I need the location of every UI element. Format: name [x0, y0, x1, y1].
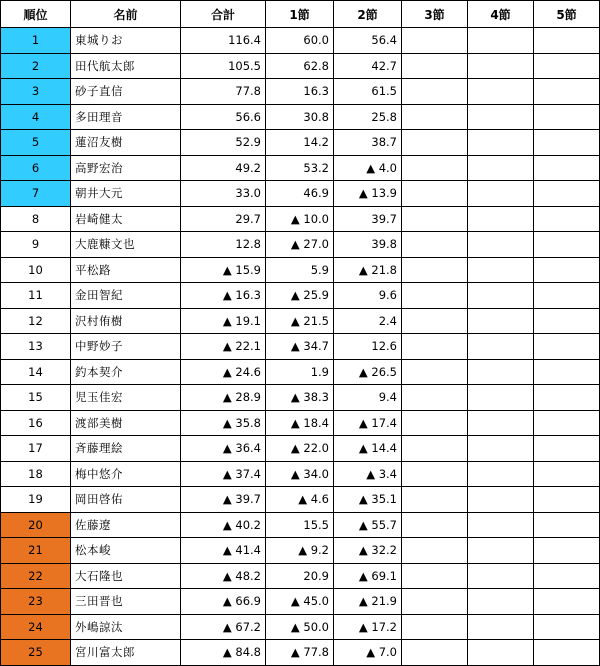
section-3-cell	[402, 53, 468, 79]
player-name-cell: 大石隆也	[71, 563, 181, 589]
total-cell: ▲ 19.1	[181, 308, 266, 334]
table-body	[1, 28, 600, 666]
section-4-cell	[468, 232, 534, 258]
section-3-cell	[402, 334, 468, 360]
player-name-cell: 釣本契介	[71, 359, 181, 385]
player-name-cell: 中野妙子	[71, 334, 181, 360]
rank-cell: 14	[1, 359, 71, 385]
section-5-cell	[534, 232, 600, 258]
section-2-cell: ▲ 21.9	[334, 589, 402, 615]
table-row	[1, 104, 600, 130]
section-5-cell	[534, 79, 600, 105]
player-name-cell: 渡部美樹	[71, 410, 181, 436]
section-5-cell	[534, 28, 600, 54]
section-1-cell: ▲ 77.8	[266, 640, 334, 666]
player-name-cell: 外嶋諒汰	[71, 614, 181, 640]
rank-cell: 6	[1, 155, 71, 181]
player-name-cell: 朝井大元	[71, 181, 181, 207]
rank-cell: 16	[1, 410, 71, 436]
section-2-cell: ▲ 35.1	[334, 487, 402, 513]
section-4-cell	[468, 614, 534, 640]
table-row	[1, 334, 600, 360]
section-1-cell: 14.2	[266, 130, 334, 156]
header-section-2: 2節	[334, 1, 402, 28]
section-4-cell	[468, 563, 534, 589]
total-cell: 33.0	[181, 181, 266, 207]
rank-cell: 20	[1, 512, 71, 538]
total-cell: ▲ 24.6	[181, 359, 266, 385]
header-total: 合計	[181, 1, 266, 28]
table-row	[1, 487, 600, 513]
table-row	[1, 308, 600, 334]
section-4-cell	[468, 461, 534, 487]
section-4-cell	[468, 308, 534, 334]
header-row	[1, 1, 600, 28]
total-cell: ▲ 16.3	[181, 283, 266, 309]
section-1-cell: 60.0	[266, 28, 334, 54]
section-2-cell: ▲ 69.1	[334, 563, 402, 589]
table-row	[1, 410, 600, 436]
table-row	[1, 130, 600, 156]
section-1-cell: ▲ 45.0	[266, 589, 334, 615]
header-section-4: 4節	[468, 1, 534, 28]
table-row	[1, 257, 600, 283]
total-cell: 49.2	[181, 155, 266, 181]
player-name-cell: 児玉佳宏	[71, 385, 181, 411]
section-4-cell	[468, 538, 534, 564]
total-cell: ▲ 28.9	[181, 385, 266, 411]
section-2-cell: ▲ 14.4	[334, 436, 402, 462]
total-cell: ▲ 39.7	[181, 487, 266, 513]
player-name-cell: 岩崎健太	[71, 206, 181, 232]
total-cell: 116.4	[181, 28, 266, 54]
section-5-cell	[534, 104, 600, 130]
player-name-cell: 砂子直信	[71, 79, 181, 105]
total-cell: ▲ 48.2	[181, 563, 266, 589]
section-1-cell: ▲ 4.6	[266, 487, 334, 513]
table-row	[1, 283, 600, 309]
section-5-cell	[534, 563, 600, 589]
rank-cell: 7	[1, 181, 71, 207]
section-3-cell	[402, 206, 468, 232]
section-1-cell: ▲ 34.7	[266, 334, 334, 360]
section-1-cell: ▲ 25.9	[266, 283, 334, 309]
rank-cell: 3	[1, 79, 71, 105]
table-row	[1, 53, 600, 79]
section-4-cell	[468, 640, 534, 666]
total-cell: ▲ 66.9	[181, 589, 266, 615]
section-1-cell: 20.9	[266, 563, 334, 589]
table-row	[1, 563, 600, 589]
table-row	[1, 28, 600, 54]
player-name-cell: 松本峻	[71, 538, 181, 564]
rank-cell: 19	[1, 487, 71, 513]
section-2-cell: ▲ 17.2	[334, 614, 402, 640]
section-3-cell	[402, 257, 468, 283]
rank-cell: 8	[1, 206, 71, 232]
total-cell: ▲ 37.4	[181, 461, 266, 487]
section-5-cell	[534, 589, 600, 615]
section-3-cell	[402, 308, 468, 334]
rank-cell: 22	[1, 563, 71, 589]
section-3-cell	[402, 283, 468, 309]
section-3-cell	[402, 79, 468, 105]
section-4-cell	[468, 334, 534, 360]
section-1-cell: ▲ 27.0	[266, 232, 334, 258]
section-2-cell: ▲ 17.4	[334, 410, 402, 436]
table-row	[1, 614, 600, 640]
table-row	[1, 232, 600, 258]
rank-cell: 24	[1, 614, 71, 640]
section-4-cell	[468, 155, 534, 181]
section-3-cell	[402, 130, 468, 156]
section-5-cell	[534, 334, 600, 360]
section-5-cell	[534, 436, 600, 462]
player-name-cell: 沢村侑樹	[71, 308, 181, 334]
header-section-5: 5節	[534, 1, 600, 28]
player-name-cell: 平松路	[71, 257, 181, 283]
section-5-cell	[534, 385, 600, 411]
section-4-cell	[468, 28, 534, 54]
section-1-cell: 53.2	[266, 155, 334, 181]
rank-cell: 17	[1, 436, 71, 462]
section-4-cell	[468, 257, 534, 283]
section-3-cell	[402, 487, 468, 513]
section-2-cell: ▲ 32.2	[334, 538, 402, 564]
section-3-cell	[402, 538, 468, 564]
section-1-cell: ▲ 18.4	[266, 410, 334, 436]
section-4-cell	[468, 410, 534, 436]
section-1-cell: 30.8	[266, 104, 334, 130]
section-1-cell: 15.5	[266, 512, 334, 538]
section-5-cell	[534, 308, 600, 334]
section-2-cell: 2.4	[334, 308, 402, 334]
section-4-cell	[468, 359, 534, 385]
player-name-cell: 東城りお	[71, 28, 181, 54]
section-5-cell	[534, 512, 600, 538]
table-row	[1, 79, 600, 105]
section-5-cell	[534, 53, 600, 79]
section-3-cell	[402, 28, 468, 54]
rank-cell: 12	[1, 308, 71, 334]
player-name-cell: 斉藤理絵	[71, 436, 181, 462]
section-1-cell: ▲ 34.0	[266, 461, 334, 487]
section-2-cell: 39.8	[334, 232, 402, 258]
player-name-cell: 金田智紀	[71, 283, 181, 309]
rank-cell: 18	[1, 461, 71, 487]
rank-cell: 21	[1, 538, 71, 564]
section-4-cell	[468, 130, 534, 156]
table-row	[1, 512, 600, 538]
section-1-cell: 46.9	[266, 181, 334, 207]
section-2-cell: 9.6	[334, 283, 402, 309]
total-cell: ▲ 67.2	[181, 614, 266, 640]
section-2-cell: 61.5	[334, 79, 402, 105]
section-3-cell	[402, 614, 468, 640]
section-5-cell	[534, 130, 600, 156]
section-3-cell	[402, 461, 468, 487]
table-row	[1, 461, 600, 487]
section-4-cell	[468, 487, 534, 513]
section-1-cell: 16.3	[266, 79, 334, 105]
section-3-cell	[402, 359, 468, 385]
section-5-cell	[534, 257, 600, 283]
section-2-cell: 9.4	[334, 385, 402, 411]
section-1-cell: ▲ 21.5	[266, 308, 334, 334]
section-3-cell	[402, 436, 468, 462]
section-1-cell: ▲ 10.0	[266, 206, 334, 232]
player-name-cell: 多田理音	[71, 104, 181, 130]
header-section-3: 3節	[402, 1, 468, 28]
section-2-cell: ▲ 26.5	[334, 359, 402, 385]
total-cell: ▲ 15.9	[181, 257, 266, 283]
total-cell: ▲ 40.2	[181, 512, 266, 538]
section-4-cell	[468, 589, 534, 615]
section-5-cell	[534, 614, 600, 640]
section-5-cell	[534, 283, 600, 309]
section-5-cell	[534, 155, 600, 181]
table-row	[1, 206, 600, 232]
section-2-cell: 38.7	[334, 130, 402, 156]
section-2-cell: ▲ 21.8	[334, 257, 402, 283]
table-row	[1, 385, 600, 411]
player-name-cell: 蓮沼友樹	[71, 130, 181, 156]
section-4-cell	[468, 436, 534, 462]
section-2-cell: ▲ 55.7	[334, 512, 402, 538]
section-2-cell: 39.7	[334, 206, 402, 232]
total-cell: 105.5	[181, 53, 266, 79]
section-5-cell	[534, 410, 600, 436]
section-4-cell	[468, 512, 534, 538]
section-1-cell: ▲ 38.3	[266, 385, 334, 411]
section-2-cell: 42.7	[334, 53, 402, 79]
rank-cell: 9	[1, 232, 71, 258]
total-cell: 12.8	[181, 232, 266, 258]
section-5-cell	[534, 359, 600, 385]
rank-cell: 4	[1, 104, 71, 130]
rank-cell: 5	[1, 130, 71, 156]
table-row	[1, 359, 600, 385]
table-row	[1, 436, 600, 462]
table-row	[1, 155, 600, 181]
rank-cell: 10	[1, 257, 71, 283]
table-row	[1, 640, 600, 666]
total-cell: 77.8	[181, 79, 266, 105]
total-cell: ▲ 36.4	[181, 436, 266, 462]
rank-cell: 2	[1, 53, 71, 79]
total-cell: 56.6	[181, 104, 266, 130]
section-4-cell	[468, 104, 534, 130]
player-name-cell: 宮川富太郎	[71, 640, 181, 666]
section-4-cell	[468, 181, 534, 207]
section-2-cell: 25.8	[334, 104, 402, 130]
player-name-cell: 佐藤遼	[71, 512, 181, 538]
total-cell: ▲ 84.8	[181, 640, 266, 666]
section-1-cell: ▲ 50.0	[266, 614, 334, 640]
section-3-cell	[402, 181, 468, 207]
table-row	[1, 589, 600, 615]
section-1-cell: 62.8	[266, 53, 334, 79]
section-5-cell	[534, 181, 600, 207]
rank-cell: 15	[1, 385, 71, 411]
section-2-cell: 56.4	[334, 28, 402, 54]
section-1-cell: ▲ 9.2	[266, 538, 334, 564]
section-3-cell	[402, 155, 468, 181]
section-2-cell: ▲ 4.0	[334, 155, 402, 181]
header-section-1: 1節	[266, 1, 334, 28]
section-2-cell: ▲ 13.9	[334, 181, 402, 207]
section-4-cell	[468, 206, 534, 232]
section-3-cell	[402, 640, 468, 666]
section-3-cell	[402, 104, 468, 130]
section-5-cell	[534, 206, 600, 232]
section-3-cell	[402, 589, 468, 615]
section-4-cell	[468, 53, 534, 79]
player-name-cell: 高野宏治	[71, 155, 181, 181]
player-name-cell: 田代航太郎	[71, 53, 181, 79]
player-name-cell: 三田晋也	[71, 589, 181, 615]
player-name-cell: 梅中悠介	[71, 461, 181, 487]
rank-cell: 11	[1, 283, 71, 309]
header-rank: 順位	[1, 1, 71, 28]
total-cell: ▲ 22.1	[181, 334, 266, 360]
section-1-cell: 1.9	[266, 359, 334, 385]
section-3-cell	[402, 232, 468, 258]
player-name-cell: 大鹿糠文也	[71, 232, 181, 258]
section-2-cell: ▲ 7.0	[334, 640, 402, 666]
section-5-cell	[534, 538, 600, 564]
section-5-cell	[534, 487, 600, 513]
rank-cell: 13	[1, 334, 71, 360]
total-cell: ▲ 35.8	[181, 410, 266, 436]
section-2-cell: ▲ 3.4	[334, 461, 402, 487]
rank-cell: 23	[1, 589, 71, 615]
player-name-cell: 岡田啓佑	[71, 487, 181, 513]
section-4-cell	[468, 79, 534, 105]
section-3-cell	[402, 512, 468, 538]
section-5-cell	[534, 461, 600, 487]
section-3-cell	[402, 410, 468, 436]
total-cell: 29.7	[181, 206, 266, 232]
total-cell: 52.9	[181, 130, 266, 156]
section-4-cell	[468, 385, 534, 411]
section-4-cell	[468, 283, 534, 309]
rank-cell: 1	[1, 28, 71, 54]
section-5-cell	[534, 640, 600, 666]
header-name: 名前	[71, 1, 181, 28]
section-2-cell: 12.6	[334, 334, 402, 360]
section-1-cell: ▲ 22.0	[266, 436, 334, 462]
section-1-cell: 5.9	[266, 257, 334, 283]
table-row	[1, 181, 600, 207]
table-row	[1, 538, 600, 564]
total-cell: ▲ 41.4	[181, 538, 266, 564]
rank-cell: 25	[1, 640, 71, 666]
section-3-cell	[402, 385, 468, 411]
section-3-cell	[402, 563, 468, 589]
